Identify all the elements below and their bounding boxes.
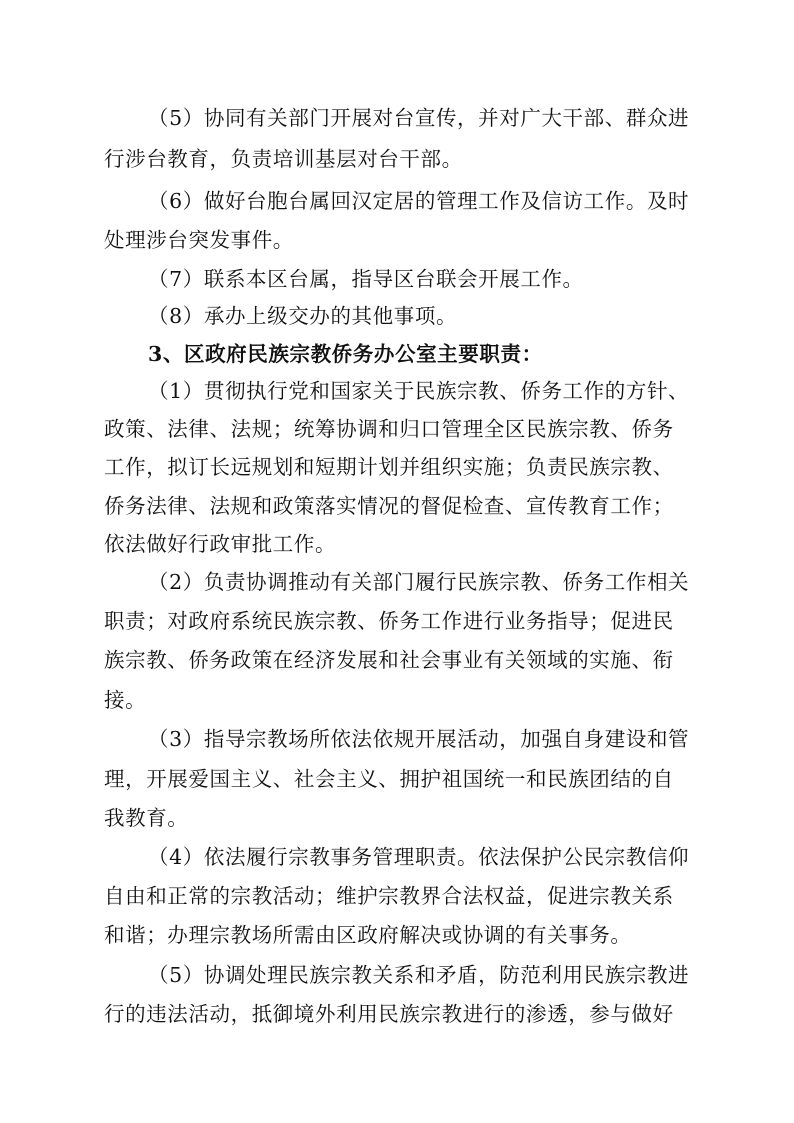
- paragraph-line: 工作，拟订长远规划和短期计划并组织实施；负责民族宗教、: [104, 455, 674, 479]
- paragraph-line: 职责；对政府系统民族宗教、侨务工作进行业务指导；促进民: [104, 609, 674, 633]
- paragraph-line: 依法做好行政审批工作。: [104, 532, 337, 556]
- paragraph-line: 自由和正常的宗教活动；维护宗教界合法权益，促进宗教关系: [104, 884, 674, 908]
- paragraph-line: 理，开展爱国主义、社会主义、拥护祖国统一和民族团结的自: [104, 767, 674, 791]
- paragraph-line: 和谐；办理宗教场所需由区政府解决或协调的有关事务。: [104, 923, 632, 947]
- paragraph-line: （2）负责协调推动有关部门履行民族宗教、侨务工作相关: [148, 570, 690, 594]
- paragraph-line: （5）协调处理民族宗教关系和矛盾，防范利用民族宗教进: [148, 963, 690, 987]
- section-heading: 3、区政府民族宗教侨务办公室主要职责：: [148, 342, 543, 366]
- paragraph-line: 行涉台教育，负责培训基层对台干部。: [104, 147, 463, 171]
- paragraph-line: 我教育。: [104, 806, 189, 830]
- paragraph-line: （4）依法履行宗教事务管理职责。依法保护公民宗教信仰: [148, 845, 690, 869]
- paragraph-line: （6）做好台胞台属回汉定居的管理工作及信访工作。及时: [148, 189, 690, 213]
- paragraph-line: （7）联系本区台属，指导区台联会开展工作。: [148, 267, 584, 291]
- paragraph-line: （3）指导宗教场所依法依规开展活动，加强自身建设和管: [148, 727, 690, 751]
- paragraph-line: 行的违法活动，抵御境外利用民族宗教进行的渗透，参与做好: [104, 1002, 674, 1026]
- paragraph-line: （8）承办上级交办的其他事项。: [148, 304, 458, 328]
- paragraph-line: （5）协同有关部门开展对台宣传，并对广大干部、群众进: [148, 106, 690, 130]
- paragraph-line: 族宗教、侨务政策在经济发展和社会事业有关领域的实施、衔: [104, 648, 674, 672]
- paragraph-line: 处理涉台突发事件。: [104, 228, 294, 252]
- paragraph-line: 政策、法律、法规；统筹协调和归口管理全区民族宗教、侨务: [104, 417, 674, 441]
- paragraph-line: 侨务法律、法规和政策落实情况的督促检查、宣传教育工作；: [104, 494, 674, 518]
- paragraph-line: （1）贯彻执行党和国家关于民族宗教、侨务工作的方针、: [148, 379, 690, 403]
- paragraph-line: 接。: [104, 688, 147, 712]
